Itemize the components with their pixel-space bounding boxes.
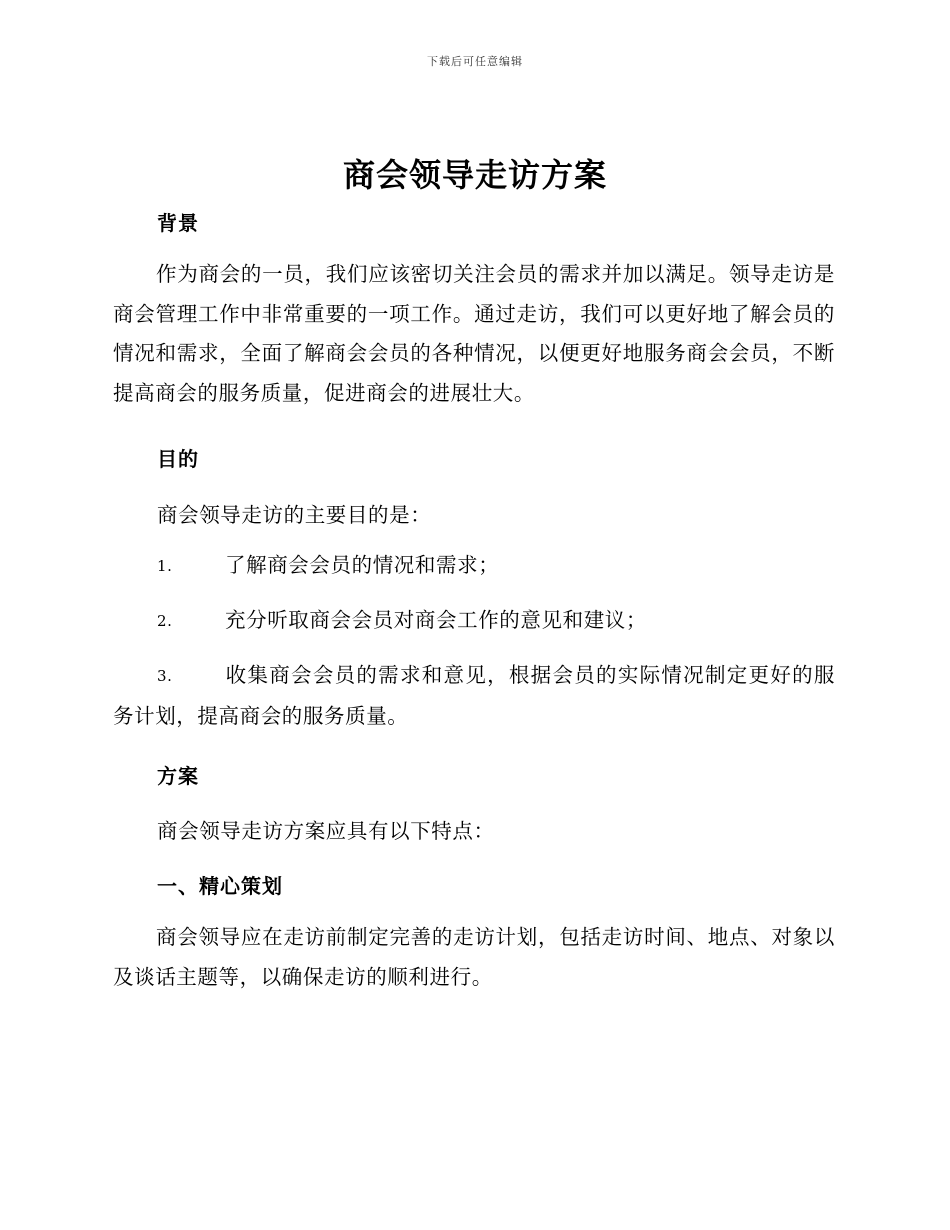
background-paragraph: 作为商会的一员，我们应该密切关注会员的需求并加以满足。领导走访是商会管理工作中非常重要的一项工作。通过走访，我们可以更好地了解会员的情况和需求，全面了解商会会员的各种情况，以便更好地服务商会会员，不断提高商会的服务质量，促进商会的进展壮大。 [113, 262, 835, 405]
purpose-intro: 商会领导走访的主要目的是： [157, 503, 432, 527]
list-item-number: 3. [157, 667, 173, 685]
list-item-text: 收集商会会员的需求和意见，根据会员的实际情况制定更好的服务计划，提高商会的服务质量。 [113, 663, 835, 728]
list-item-number: 2. [157, 612, 173, 630]
list-item-text: 充分听取商会会员对商会工作的意见和建议； [225, 608, 647, 632]
header-note: 下载后可任意编辑 [427, 55, 523, 68]
careful-planning-paragraph: 商会领导应在走访前制定完善的走访计划，包括走访时间、地点、对象以及谈话主题等，以确保走访的顺利进行。 [113, 925, 835, 989]
subsection-heading-careful-planning: 一、精心策划 [157, 874, 283, 898]
list-item-number: 1. [157, 557, 173, 575]
section-heading-purpose: 目的 [157, 447, 199, 471]
document-title: 商会领导走访方案 [342, 156, 607, 194]
list-item-text: 了解商会会员的情况和需求； [225, 553, 500, 577]
list-item [113, 656, 835, 736]
plan-intro: 商会领导走访方案应具有以下特点： [157, 819, 495, 843]
section-heading-background: 背景 [157, 211, 199, 235]
list-item [113, 546, 835, 587]
section-heading-plan: 方案 [157, 764, 199, 788]
list-item [113, 601, 835, 642]
